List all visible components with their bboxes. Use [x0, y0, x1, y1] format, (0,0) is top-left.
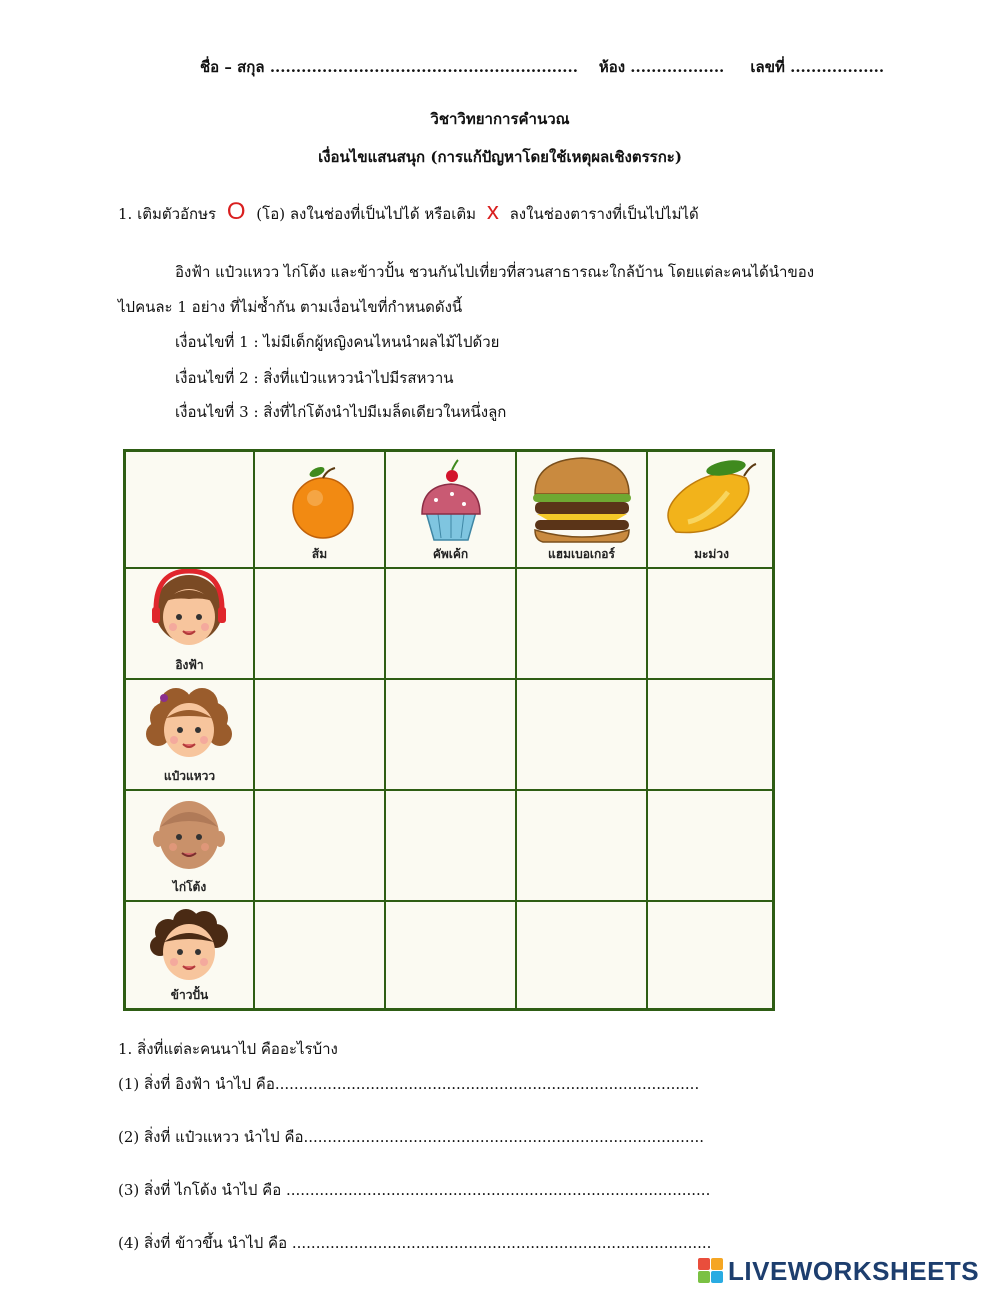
answer-cell-r1-c3[interactable] — [517, 569, 646, 678]
answer-cell-r4-c4[interactable] — [648, 902, 775, 1008]
person-label-3: ไก่โต้ง — [172, 880, 207, 894]
food-label-cupcake: คัพเค้ก — [432, 547, 469, 561]
story-line-2: ไปคนละ 1 อย่าง ที่ไม่ซ้ำกัน ตามเงื่อนไขที่กำหนดดังนี้ — [118, 298, 463, 316]
answer-cell-r2-c2[interactable] — [386, 680, 515, 789]
food-label-mango: มะม่วง — [694, 547, 729, 561]
person-row-header-3 — [126, 791, 253, 900]
question-answer-1[interactable]: (1) สิ่งที่ อิงฟ้า นำไป คือ......................................................................................... — [118, 1075, 700, 1093]
instruction-part3: ลงในช่องตารางที่เป็นไปไม่ได้ — [509, 205, 699, 223]
answer-cell-r4-c1[interactable] — [255, 902, 384, 1008]
mango-icon — [648, 452, 775, 552]
logic-grid — [123, 449, 775, 1011]
mark-x-glyph: x — [486, 198, 499, 225]
name-label: ชื่อ – สกุล — [200, 58, 265, 76]
person-label-1: อิงฟ้า — [175, 658, 204, 672]
header-line — [200, 55, 884, 79]
answer-cell-r3-c3[interactable] — [517, 791, 646, 900]
curly-girl-avatar-icon — [126, 680, 253, 772]
answer-cell-r1-c1[interactable] — [255, 569, 384, 678]
hamburger-icon — [517, 452, 646, 552]
answer-cell-r3-c4[interactable] — [648, 791, 775, 900]
person-row-header-4 — [126, 902, 253, 1008]
brand-name: LIVEWORKSHEETS — [728, 1255, 980, 1286]
person-label-2: แป๋วแหวว — [163, 769, 216, 783]
room-label: ห้อง — [598, 58, 626, 76]
room-dots[interactable]: .................. — [630, 58, 725, 76]
topic-title: เงื่อนไขแสนสนุก (การแก้ปัญหาโดยใช้เหตุผลเชิงตรรกะ) — [318, 148, 682, 166]
instruction-part2: (โอ) ลงในช่องที่เป็นไปได้ หรือเติม — [256, 205, 477, 223]
number-label: เลขที่ — [750, 58, 785, 76]
mark-o-glyph: O — [226, 198, 246, 225]
food-label-hamburger: แฮมเบอเกอร์ — [548, 547, 615, 561]
food-label-orange: ส้ม — [311, 547, 328, 561]
instruction — [118, 198, 699, 226]
food-header-cupcake — [386, 452, 515, 567]
answer-cell-r1-c2[interactable] — [386, 569, 515, 678]
food-header-hamburger — [517, 452, 646, 567]
person-label-4: ข้าวปั้น — [170, 988, 209, 1002]
girl-avatar-icon — [126, 569, 253, 661]
person-row-header-2 — [126, 680, 253, 789]
condition-3: เงื่อนไขที่ 3 : สิ่งที่ไก่โต้งนำไปมีเมล็ดเดียวในหนึ่งลูก — [175, 403, 507, 421]
story-line-1: อิงฟ้า แป๋วแหวว ไก่โต้ง และข้าวปั้น ชวนกันไปเที่ยวที่สวนสาธารณะใกล้บ้าน โดยแต่ละคนได้นำของ — [175, 263, 815, 281]
answer-cell-r1-c4[interactable] — [648, 569, 775, 678]
condition-2: เงื่อนไขที่ 2 : สิ่งที่แป๋วแหววนำไปมีรสหวาน — [175, 369, 454, 387]
cupcake-icon — [386, 452, 515, 552]
liveworksheets-logo — [698, 1256, 979, 1286]
answer-cell-r2-c4[interactable] — [648, 680, 775, 789]
answer-cell-r3-c1[interactable] — [255, 791, 384, 900]
orange-icon — [255, 452, 384, 552]
curly-boy-avatar-icon — [126, 902, 253, 992]
bald-boy-avatar-icon — [126, 791, 253, 883]
food-header-orange — [255, 452, 384, 567]
answer-cell-r2-c1[interactable] — [255, 680, 384, 789]
question-answer-3[interactable]: (3) สิ่งที่ ไกโด้ง นำไป คือ ......................................................................................... — [118, 1181, 711, 1199]
instruction-part1: 1. เติมตัวอักษร — [118, 205, 217, 223]
answer-cell-r4-c2[interactable] — [386, 902, 515, 1008]
question-answer-4[interactable]: (4) สิ่งที่ ข้าวขึ้น นำไป คือ ........................................................................................ — [118, 1234, 712, 1252]
question-answer-2[interactable]: (2) สิ่งที่ แป๋วแหวว นำไป คือ.................................................................................... — [118, 1128, 705, 1146]
answer-cell-r2-c3[interactable] — [517, 680, 646, 789]
number-dots[interactable]: .................. — [790, 58, 885, 76]
food-header-mango — [648, 452, 775, 567]
questions-heading: 1. สิ่งที่แต่ละคนนาไป คืออะไรบ้าง — [118, 1040, 338, 1058]
subject-title: วิชาวิทยาการคำนวณ — [430, 110, 570, 128]
liveworksheets-blocks-icon — [698, 1258, 724, 1284]
name-dots[interactable]: ........................................................... — [269, 58, 578, 76]
person-row-header-1 — [126, 569, 253, 678]
condition-1: เงื่อนไขที่ 1 : ไม่มีเด็กผู้หญิงคนไหนนำผลไม้ไปด้วย — [175, 333, 500, 351]
answer-cell-r4-c3[interactable] — [517, 902, 646, 1008]
answer-cell-r3-c2[interactable] — [386, 791, 515, 900]
